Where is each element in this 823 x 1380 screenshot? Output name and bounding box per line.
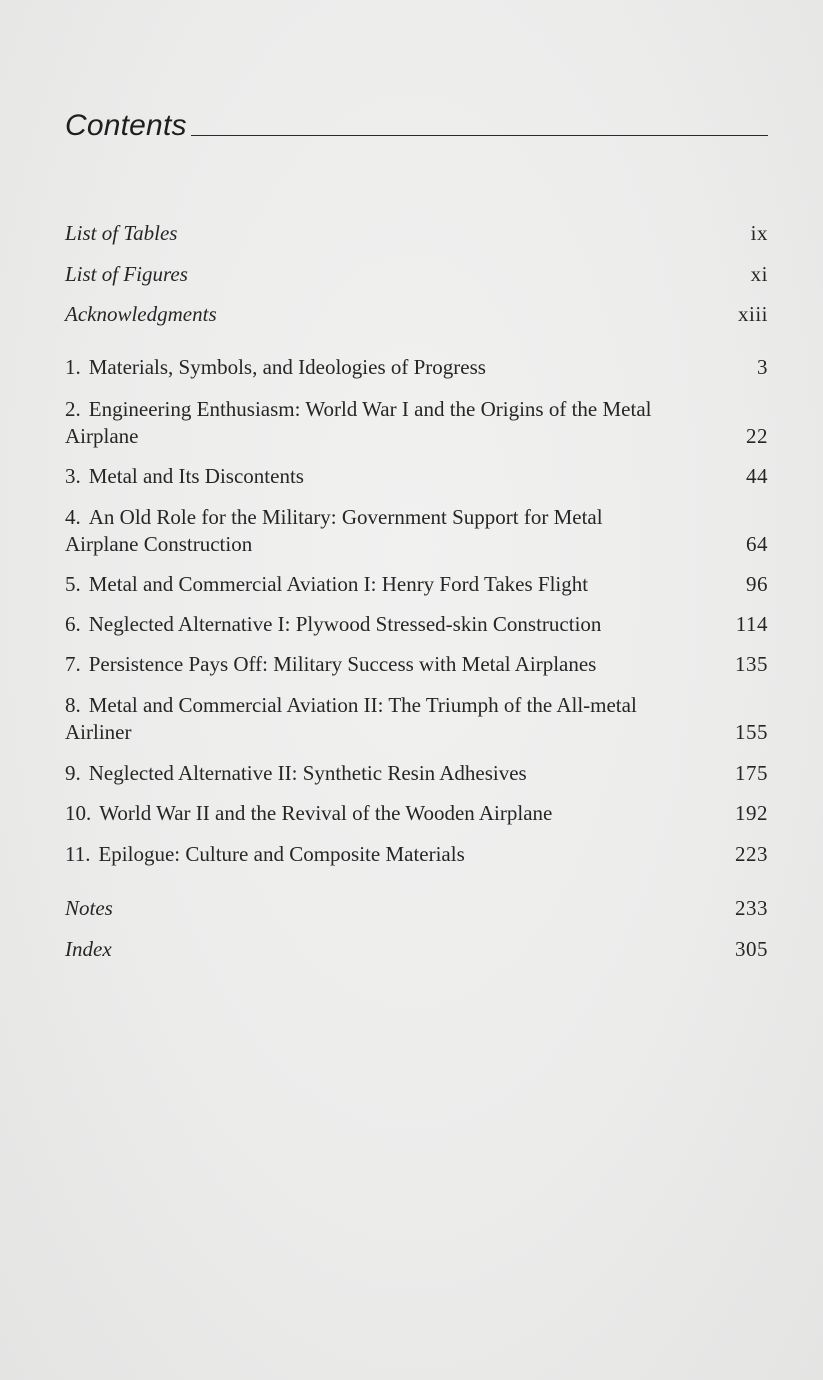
toc-chapter-5[interactable]	[65, 571, 768, 598]
chapter-title: Materials, Symbols, and Ideologies of Progress	[88, 355, 486, 379]
toc-chapter-page: 135	[735, 652, 768, 676]
toc-chapter-9[interactable]	[65, 760, 768, 787]
chapter-title: Neglected Alternative I: Plywood Stressed-skin Construction	[88, 612, 602, 636]
toc-entry-label: Acknowledgments	[65, 302, 217, 326]
chapter-title: An Old Role for the Military: Government Support for Metal Airplane Construction	[65, 505, 603, 556]
chapter-title: Metal and Commercial Aviation II: The Triumph of the All-metal Airliner	[65, 693, 637, 744]
toc-chapter-11[interactable]	[65, 841, 768, 868]
chapter-number: 5.	[65, 572, 81, 596]
toc-entry-label: List of Tables	[65, 221, 178, 245]
chapter-number: 7.	[65, 652, 81, 676]
toc-entry-page: xiii	[737, 302, 768, 326]
toc-chapter-page: 114	[735, 612, 768, 636]
chapter-number: 6.	[65, 612, 81, 636]
chapter-number: 2.	[65, 397, 81, 421]
chapter-title: Persistence Pays Off: Military Success with Metal Airplanes	[88, 652, 597, 676]
contents-heading-row	[65, 104, 768, 144]
toc-chapter-label	[65, 800, 552, 827]
toc-entry-list-of-tables[interactable]	[65, 220, 768, 247]
chapter-number: 10.	[65, 801, 92, 825]
page-title: Contents	[65, 109, 187, 142]
toc-chapter-label	[65, 396, 665, 450]
toc-chapter-label	[65, 841, 465, 868]
toc-chapter-3[interactable]	[65, 463, 768, 490]
toc-chapter-8[interactable]	[65, 692, 768, 746]
toc-chapter-label	[65, 354, 486, 381]
toc-chapter-10[interactable]	[65, 800, 768, 827]
chapter-number: 8.	[65, 693, 81, 717]
toc-chapter-label	[65, 463, 304, 490]
toc-chapter-page: 192	[735, 801, 768, 825]
toc-entry-label: List of Figures	[65, 262, 188, 286]
chapter-title: World War II and the Revival of the Wooden Airplane	[99, 801, 553, 825]
toc-chapter-page: 3	[757, 355, 768, 379]
chapter-number: 9.	[65, 761, 81, 785]
toc-chapter-page: 22	[746, 424, 768, 448]
chapter-number: 1.	[65, 355, 81, 379]
toc-entry-list-of-figures[interactable]	[65, 261, 768, 288]
toc-entry-index[interactable]	[65, 936, 768, 963]
toc-chapter-page: 175	[735, 761, 768, 785]
toc-chapter-page: 64	[746, 532, 768, 556]
toc-chapter-label	[65, 571, 588, 598]
toc-chapter-1[interactable]	[65, 354, 768, 381]
chapter-number: 3.	[65, 464, 81, 488]
chapter-number: 4.	[65, 505, 81, 529]
toc-entry-notes[interactable]	[65, 895, 768, 922]
toc-chapter-label	[65, 504, 665, 558]
toc-entry-page: ix	[750, 221, 768, 245]
chapter-number: 11.	[65, 842, 91, 866]
toc-chapter-7[interactable]	[65, 651, 768, 678]
chapter-title: Neglected Alternative II: Synthetic Resin Adhesives	[88, 761, 527, 785]
toc-chapter-label	[65, 611, 601, 638]
toc-chapter-page: 96	[746, 572, 768, 596]
toc-chapter-label	[65, 760, 527, 787]
toc-entry-label: Notes	[65, 896, 113, 920]
chapter-title: Metal and Its Discontents	[88, 464, 304, 488]
toc-entry-page: 305	[735, 937, 768, 961]
toc-entry-acknowledgments[interactable]	[65, 301, 768, 328]
toc-entry-label: Index	[65, 937, 112, 961]
toc-entry-page: 233	[735, 896, 768, 920]
toc-chapter-6[interactable]	[65, 611, 768, 638]
toc-chapter-page: 223	[735, 842, 768, 866]
chapter-title: Metal and Commercial Aviation I: Henry Ford Takes Flight	[88, 572, 589, 596]
chapter-title: Engineering Enthusiasm: World War I and the Origins of the Metal Airplane	[65, 397, 652, 448]
toc-chapter-4[interactable]	[65, 504, 768, 558]
toc-chapter-label	[65, 651, 596, 678]
heading-rule	[191, 135, 768, 136]
toc-chapter-page: 155	[735, 720, 768, 744]
toc-chapter-2[interactable]	[65, 396, 768, 450]
toc-chapter-page: 44	[746, 464, 768, 488]
toc-chapter-label	[65, 692, 665, 746]
toc-entry-page: xi	[750, 262, 768, 286]
chapter-title: Epilogue: Culture and Composite Materials	[98, 842, 465, 866]
